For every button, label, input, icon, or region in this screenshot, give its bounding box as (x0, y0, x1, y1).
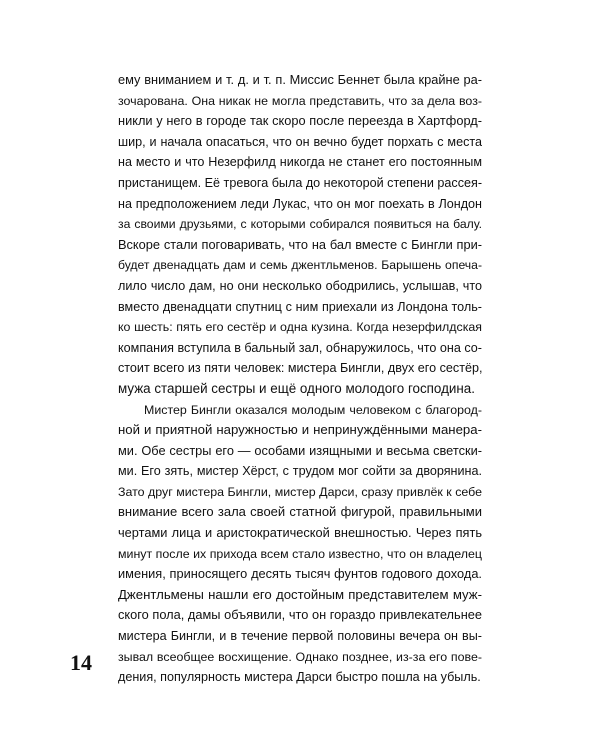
text-line: ми. Его зять, мистер Хёрст, с трудом мог сойти за дворянина. (118, 464, 482, 479)
paragraph-2 (118, 400, 482, 688)
text-line: ко шесть: пять его сестёр и одна кузина. Когда незерфилдская (118, 320, 482, 335)
text-line: вместо двенадцати спутниц с ним приехали из Лондона толь- (118, 299, 482, 314)
text-line: лило число дам, но они несколько ободрились, услышав, что (118, 278, 482, 293)
text-line: ского пола, дамы объявили, что он гораздо привлекательнее (118, 607, 482, 623)
text-line: компания вступила в бальный зал, обнаружилось, что она со- (118, 340, 482, 355)
text-line: Зато друг мистера Бингли, мистер Дарси, сразу привлёк к себе (118, 484, 482, 499)
paragraph-1 (118, 70, 482, 400)
text-line: дения, популярность мистера Дарси быстро пошла на убыль. (118, 670, 481, 685)
body-text (118, 70, 482, 688)
text-line: Мистер Бингли оказался молодым человеком с благород- (144, 402, 482, 417)
text-line: никли у него в городе так скоро после переезда в Хартфорд- (118, 113, 482, 129)
text-line: ной и приятной наружностью и непринуждёнными манера- (118, 422, 482, 438)
text-line: пристанищем. Её тревога была до некоторой степени рассея- (118, 175, 483, 190)
text-line: Джентльмены нашли его достойным представителем муж- (118, 586, 482, 602)
text-line: имения, приносящего десять тысяч фунтов годового дохода. (118, 566, 482, 582)
text-line: за своими друзьями, с которыми собирался появиться на балу. (118, 217, 482, 232)
text-line: на предположением леди Лукас, что он мог поехать в Лондон (118, 196, 482, 211)
text-line: зочарована. Она никак не могла представить, что за дела воз- (118, 93, 482, 108)
page-number: 14 (70, 650, 92, 675)
text-line: мистера Бингли, и в течение первой половины вечера он вы- (118, 629, 482, 644)
text-line: внимание всего зала своей статной фигурой, правильными (118, 504, 482, 520)
text-line: ми. Обе сестры его — особами изящными и весьма светски- (118, 442, 482, 458)
text-line: Вскоре стали поговаривать, что на бал вместе с Бингли при- (118, 236, 482, 252)
text-line: стоит всего из пяти человек: мистера Бингли, двух его сестёр, (118, 361, 483, 376)
text-line: на место и что Незерфилд никогда не станет его постоянным (118, 155, 482, 170)
text-line: мужа старшей сестры и ещё одного молодого господина. (118, 380, 475, 396)
text-line: шир, и начала опасаться, что он вечно будет порхать с места (118, 134, 482, 149)
text-line: минут после их прихода всем стало известно, что он владелец (118, 546, 482, 561)
text-line: ему вниманием и т. д. и т. п. Миссис Беннет была крайне ра- (118, 72, 482, 87)
text-line: зывал всеобщее восхищение. Однако позднее, из-за его пове- (118, 649, 482, 664)
text-line: чертами лица и аристократической внешностью. Через пять (118, 525, 482, 541)
text-line: будет двенадцать дам и семь джентльменов. Барышень опеча- (118, 258, 482, 273)
